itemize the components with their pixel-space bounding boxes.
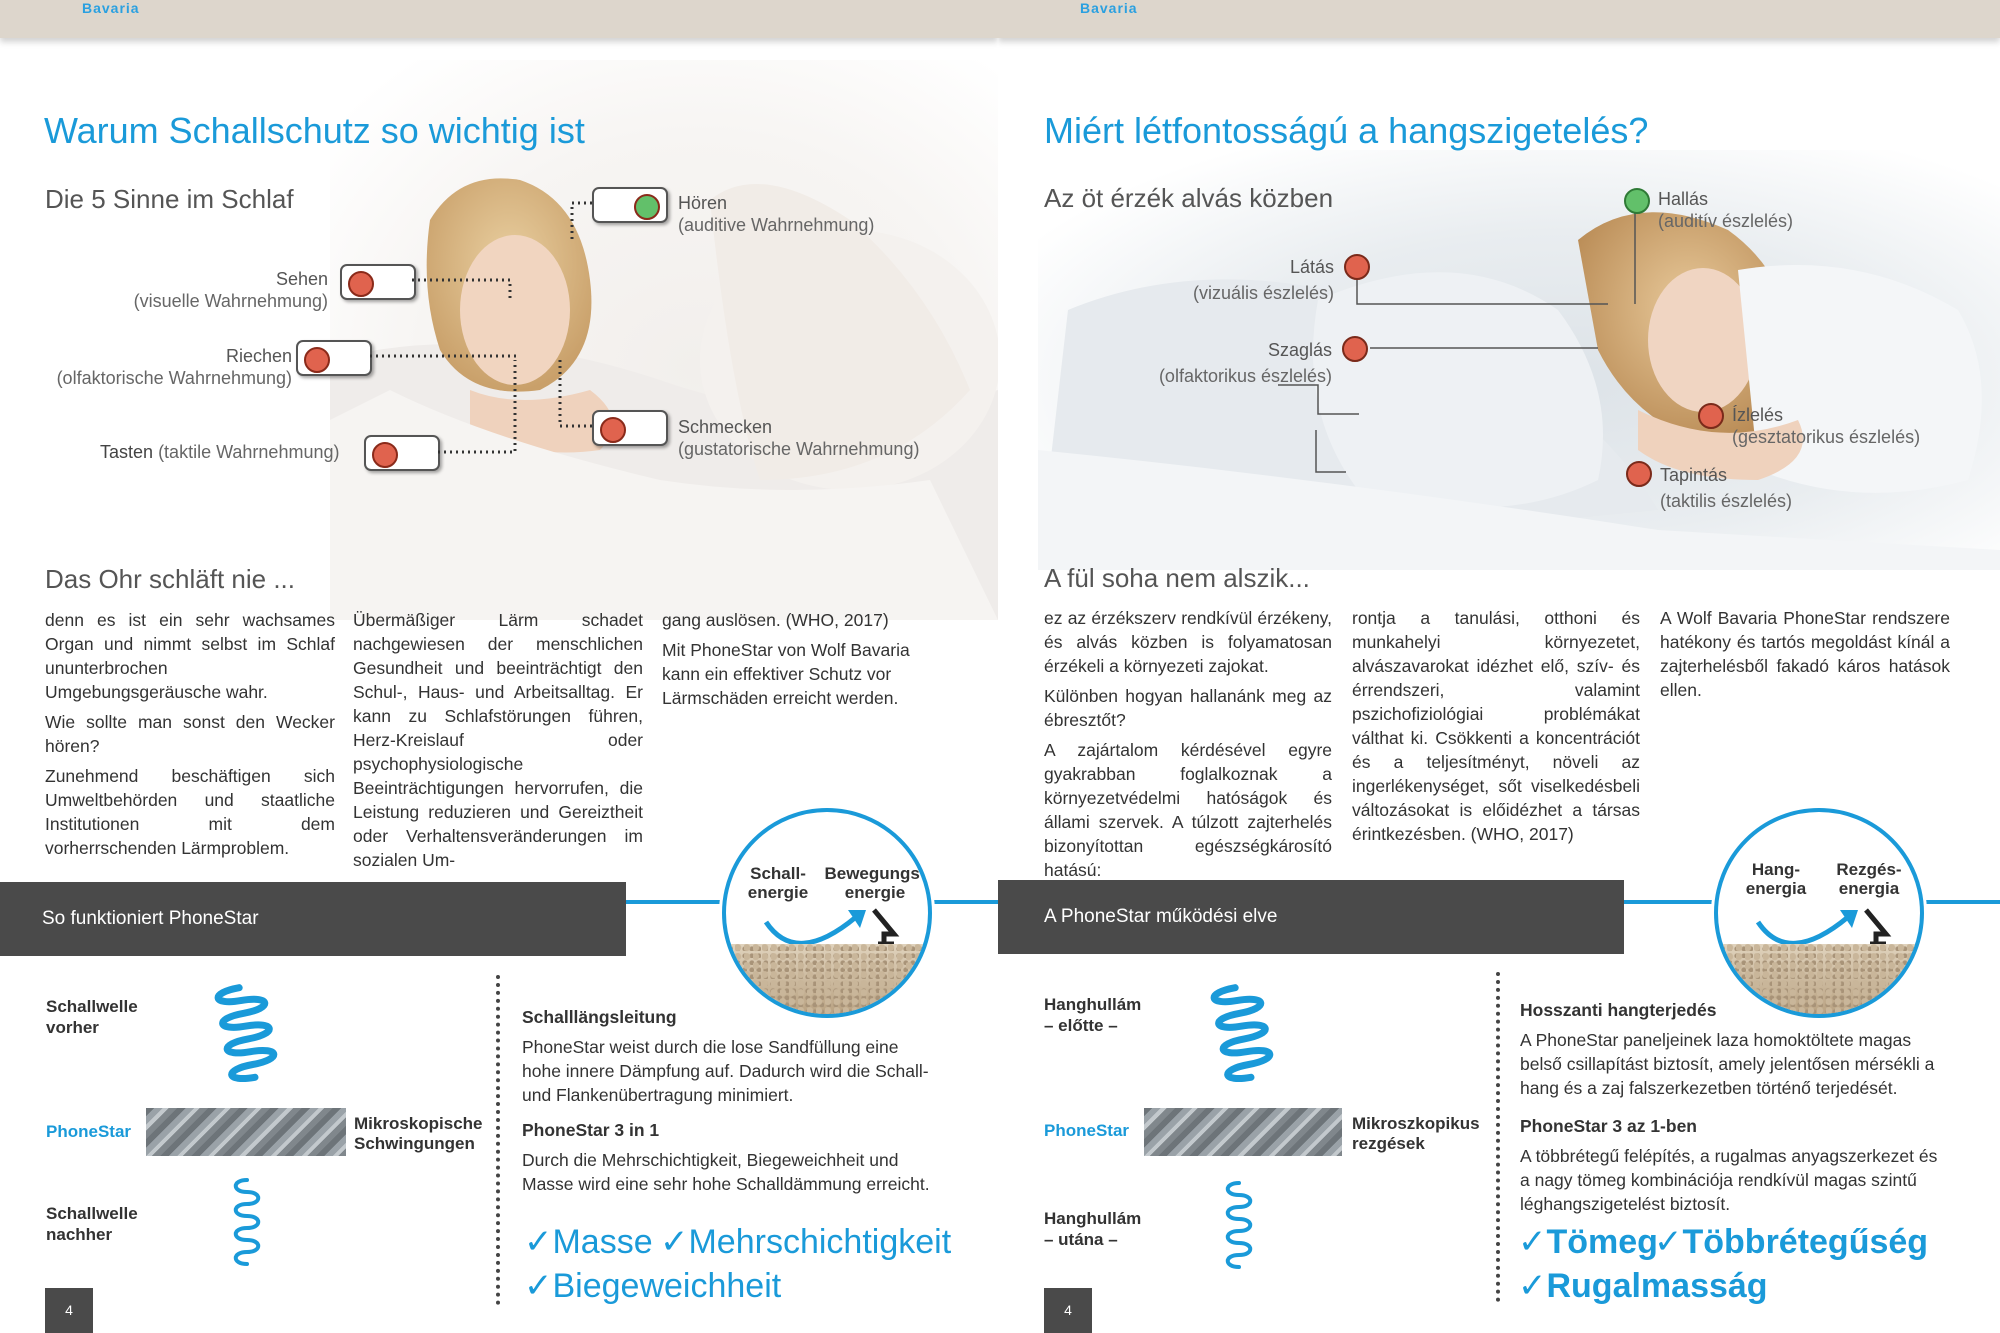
ear-heading: Das Ohr schläft nie ... [45,564,295,594]
paragraph: Zunehmend beschäftigen sich Umweltbehörden und staatliche Institutionen mit dem vorherrschenden Lärmproblem. [45,766,335,858]
sense-tapintas [1660,462,1792,514]
sense-name: Tasten [100,442,154,462]
sense-name: Schmecken [678,417,773,437]
info-block-2 [1520,1114,1950,1216]
page-title: Warum Schallschutz so wichtig ist [44,110,585,151]
sense-desc: (taktilis észlelés) [1660,491,1793,511]
paragraph: rontja a tanulási, otthoni és munkahelyi környezetet, alvászavarokat idézhet elő, szív- és érrendszeri, valamint pszichofiziológiai problémákat válthat ki. Csökkenti a koncentrációt és a teljesítményt, növeli az ingerlékenységet, sőt viselkedésbeli változásokat is előidézhet a társas érintkezésben. (WHO, 2017) [1352,608,1640,844]
ear-heading: A fül soha nem alszik... [1044,563,1310,593]
status-dot-icon [1698,403,1724,429]
brand-label: Bavaria [1080,0,1138,16]
energy-right-label: Bewegungs- energie [824,864,926,902]
sense-desc: (gustatorische Wahrnehmung) [678,439,920,459]
feature-check: ✓Tömeg [1518,1223,1658,1261]
section-subtitle: Die 5 Sinne im Schlaf [45,184,294,214]
feature-check: ✓Rugalmasság [1518,1267,1768,1305]
paragraph: gang auslösen. (WHO, 2017) [662,610,889,630]
feature-check: ✓Biegeweichheit [524,1267,782,1305]
sense-desc: (vizuális észlelés) [1192,283,1334,303]
sense-name: Ízlelés [1732,405,1784,425]
sense-hallas [1658,188,1793,232]
section-subtitle: Az öt érzék alvás közben [1044,183,1334,213]
status-dot-icon [1624,188,1650,214]
sense-desc: (auditív észlelés) [1658,211,1794,231]
text-column-3 [662,608,952,716]
sense-name: Riechen [225,346,292,366]
status-dot-icon [1626,461,1652,487]
wave-after-icon [1214,1178,1264,1288]
sense-szaglas [1088,337,1332,389]
text-column-1 [1044,606,1332,888]
right-page [998,0,2000,1333]
page-number: 4 [45,1288,93,1333]
sense-desc: (auditive Wahrnehmung) [678,215,875,235]
micro-label: Mikroskopische Schwingungen [354,1114,483,1153]
page-title: Miért létfontosságú a hangszigetelés? [1044,110,1649,151]
paragraph: denn es ist ein sehr wachsames Organ und nimmt selbst im Schlaf ununterbrochen Umgebungsgeräusche wahr. [45,610,335,702]
sense-name: Tapintás [1660,465,1728,485]
info-heading: PhoneStar 3 in 1 [522,1120,660,1140]
sense-desc: (olfaktorische Wahrnehmung) [56,368,292,388]
paragraph: A Wolf Bavaria PhoneStar rendszere hatékony és tartós megoldást kínál a zajterhelésből fakadó káros hatások ellen. [1660,608,1950,700]
sense-name: Hallás [1658,189,1709,209]
divider-dotted [496,975,500,1305]
micro-label: Mikroszkopikus rezgések [1352,1114,1480,1153]
sense-name: Szaglás [1267,340,1332,360]
text-column-1 [45,608,335,866]
phonestar-panel-image [146,1108,346,1156]
status-dot-icon [1344,254,1370,280]
feature-check: ✓Többrétegűség [1654,1223,1929,1261]
paragraph: Különben hogyan hallanánk meg az ébresztőt? [1044,686,1332,730]
wave-before-label: Hanghullám – előtte – [1044,995,1142,1035]
sense-latas [1118,254,1334,306]
info-block-1 [522,1005,942,1107]
energy-circle [1714,808,1924,1018]
info-text: PhoneStar weist durch die lose Sandfüllung eine hohe innere Dämpfung auf. Dadurch wird die Schall- und Flankenübertragung minimiert. [522,1037,929,1105]
info-text: Durch die Mehrschichtigkeit, Biegeweichheit und Masse wird eine sehr hohe Schalldämmung erreicht. [522,1150,930,1194]
phonestar-label: PhoneStar [1044,1121,1130,1140]
info-heading: PhoneStar 3 az 1-ben [1520,1116,1697,1136]
feature-check: ✓Masse [524,1223,653,1261]
status-dot-icon [1342,336,1368,362]
sense-izles [1732,404,1920,448]
paragraph: Mit PhoneStar von Wolf Bavaria kann ein effektiver Schutz vor Lärmschäden erreicht werden. [662,640,910,708]
sense-desc: (gesztatorikus észlelés) [1732,427,1921,447]
divider-dotted [1496,972,1500,1302]
paragraph: ez az érzékszerv rendkívül érzékeny, és alvás közben is folyamatosan érzékeli a környezeti zajokat. [1044,608,1332,676]
paragraph: Wie sollte man sonst den Wecker hören? [45,712,335,756]
page-number: 4 [1044,1288,1092,1333]
energy-left-label: Schall- energie [747,864,809,902]
wave-after-icon [222,1175,272,1285]
paragraph: Übermäßiger Lärm schadet nachgewiesen der menschlichen Gesundheit und beeinträchtigt den Schul-, Haus- und Arbeitsalltag. Er kann zu Schlafstörungen führen, Herz-Kreislauf oder psychophysiologische Beeinträchtigungen hervorrufen, die Leistung reduzieren und Gereiztheit oder Verhaltensveränderungen im sozialen Um- [353,610,643,870]
info-text: A többrétegű felépítés, a rugalmas anyagszerkezet és a nagy tömeg kombinációja rendkívül magas szintű léghangszigetelést biztosít. [1520,1146,1938,1214]
energy-right-label: Rezgés- energia [1836,860,1902,898]
left-page [0,0,998,1333]
info-block-1 [1520,998,1950,1100]
info-block-2 [522,1118,942,1196]
sand-texture [726,944,928,1014]
wave-before-label: Schallwelle vorher [46,997,138,1037]
section-band [0,882,626,956]
band-title: So funktioniert PhoneStar [42,908,259,929]
energy-left-label: Hang- energia [1745,860,1807,898]
sense-desc: (taktile Wahrnehmung) [158,442,340,462]
text-column-2 [1352,606,1640,852]
wave-after-label: Hanghullám – utána – [1044,1209,1142,1249]
sense-desc: (olfaktorikus észlelés) [1158,366,1332,386]
band-title: A PhoneStar működési elve [1044,906,1278,927]
feature-check: ✓Mehrschichtigkeit [660,1223,952,1261]
sense-desc: (visuelle Wahrnehmung) [133,291,328,311]
wave-after-label: Schallwelle nachher [46,1204,138,1244]
brand-label: Bavaria [82,0,140,16]
sense-name: Látás [1289,257,1334,277]
text-column-3 [1660,606,1950,708]
wave-before-icon [212,982,282,1092]
info-text: A PhoneStar paneljeinek laza homoktöltete magas belső csillapítást biztosít, amely jelentősen mérsékli a hang és a zaj falszerkezetben történő terjedését. [1520,1030,1935,1098]
wave-before-icon [1208,982,1278,1092]
phonestar-label: PhoneStar [46,1122,132,1141]
energy-circle [722,808,932,1018]
sense-name: Sehen [275,269,328,289]
paragraph: A zajártalom kérdésével egyre gyakrabban foglalkoznak a környezetvédelmi hatóságok és állami szervek. A túlzott zajterhelés bizonyítottan egészségkárosító hatású: [1044,740,1332,880]
info-heading: Schalllängsleitung [522,1007,677,1027]
sense-connectors [0,0,998,500]
text-column-2 [353,608,643,878]
info-heading: Hosszanti hangterjedés [1520,1000,1717,1020]
sense-name: Hören [678,193,728,213]
phonestar-panel-image [1144,1108,1342,1156]
section-band [998,880,1624,954]
